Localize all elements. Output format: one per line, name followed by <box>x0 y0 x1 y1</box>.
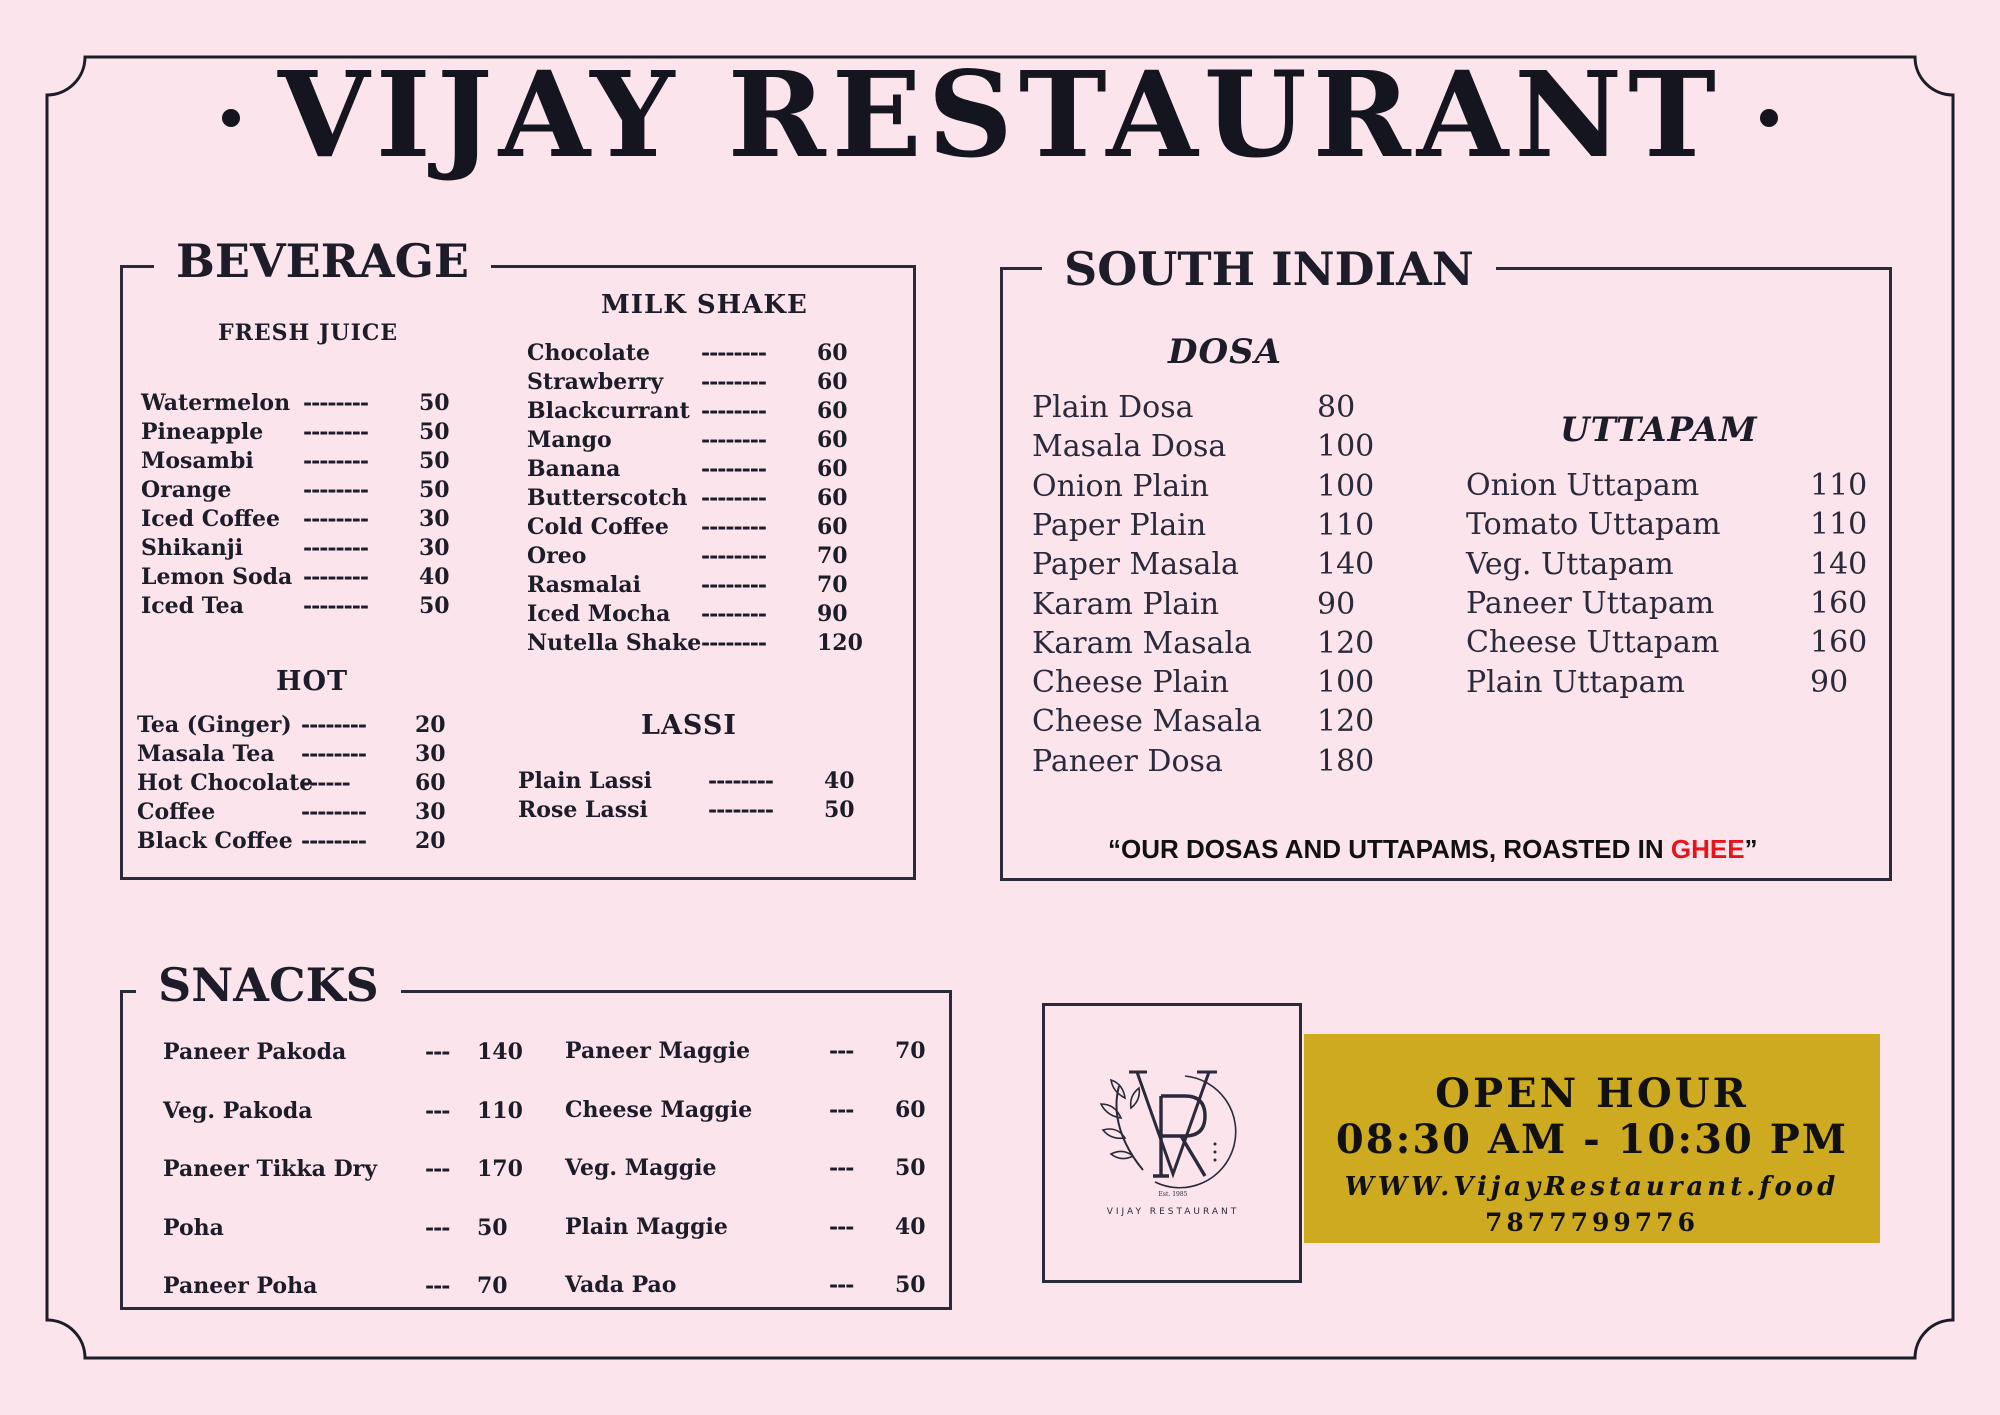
item-price: 60 <box>817 456 848 482</box>
item-name: Karam Masala <box>1032 625 1252 661</box>
leader-dashes: --- <box>425 1039 450 1065</box>
open-hours-panel <box>1304 1034 1880 1243</box>
item-name: Oreo <box>527 543 587 569</box>
item-name: Paneer Dosa <box>1032 743 1223 779</box>
item-price: 60 <box>415 770 446 796</box>
item-price: 110 <box>1317 507 1375 543</box>
leader-dashes: --- <box>425 1156 450 1182</box>
item-name: Rasmalai <box>527 572 641 598</box>
leader-dashes: -------- <box>303 390 369 416</box>
leader-dashes: -------- <box>303 564 369 590</box>
item-price: 50 <box>419 419 450 445</box>
item-name: Plain Maggie <box>565 1213 728 1240</box>
item-name: Paneer Maggie <box>565 1038 751 1064</box>
item-price: 20 <box>415 712 446 738</box>
leader-dashes: --- <box>829 1272 854 1298</box>
item-price: 160 <box>1810 625 1868 661</box>
item-name: Mango <box>527 427 612 453</box>
leader-dashes: ------ <box>301 770 350 796</box>
item-price: 120 <box>817 630 863 656</box>
item-price: 60 <box>817 398 848 424</box>
item-name: Paper Masala <box>1032 547 1239 583</box>
item-name: Shikanji <box>141 535 244 561</box>
item-name: Plain Lassi <box>518 768 653 794</box>
leader-dashes: -------- <box>303 477 369 503</box>
item-name: Paneer Tikka Dry <box>163 1156 378 1182</box>
opening-hours: 08:30 AM - 10:30 PM <box>1335 1116 1849 1163</box>
item-name: Masala Dosa <box>1032 429 1227 465</box>
item-price: 70 <box>477 1273 508 1299</box>
item-price: 90 <box>817 601 848 627</box>
item-name: Veg. Maggie <box>565 1155 717 1181</box>
leader-dashes: -------- <box>301 799 367 825</box>
item-name: Pineapple <box>141 419 264 445</box>
item-price: 90 <box>1317 586 1356 622</box>
item-name: Strawberry <box>527 369 664 395</box>
leader-dashes: -------- <box>701 485 767 511</box>
item-name: Iced Tea <box>141 593 244 619</box>
item-name: Mosambi <box>141 448 254 474</box>
item-price: 30 <box>415 741 446 767</box>
leader-dashes: -------- <box>701 514 767 540</box>
uttapam-heading: UTTAPAM <box>1560 410 1758 450</box>
item-price: 80 <box>1317 390 1356 425</box>
item-name: Karam Plain <box>1032 586 1220 622</box>
item-price: 100 <box>1317 665 1375 701</box>
leader-dashes: -------- <box>701 369 767 395</box>
snacks-heading: SNACKS <box>136 956 401 1022</box>
item-name: Banana <box>527 456 621 482</box>
leader-dashes: -------- <box>303 593 369 619</box>
item-name: Onion Uttapam <box>1466 468 1700 503</box>
item-name: Plain Dosa <box>1032 390 1194 425</box>
logo-est-text: Est. 1985 <box>1158 1191 1188 1198</box>
item-name: Tea (Ginger) <box>137 712 292 738</box>
restaurant-title <box>0 45 2000 184</box>
item-price: 60 <box>817 485 848 511</box>
leader-dashes: -------- <box>303 419 369 445</box>
item-name: Rose Lassi <box>518 797 648 823</box>
leader-dashes: -------- <box>701 601 767 627</box>
item-name: Masala Tea <box>137 741 275 767</box>
leader-dashes: -------- <box>701 398 767 424</box>
item-name: Plain Uttapam <box>1466 664 1685 700</box>
item-name: Paneer Uttapam <box>1466 585 1715 621</box>
title-dot-right <box>1760 109 1778 127</box>
item-price: 100 <box>1317 468 1375 504</box>
item-name: Cheese Uttapam <box>1466 625 1720 661</box>
item-price: 50 <box>419 448 450 474</box>
item-price: 50 <box>419 390 450 416</box>
item-price: 50 <box>477 1214 508 1241</box>
item-price: 30 <box>415 799 446 825</box>
leader-dashes: --- <box>829 1155 854 1181</box>
item-name: Iced Coffee <box>141 506 280 532</box>
item-name: Black Coffee <box>137 828 293 854</box>
leader-dashes: --- <box>425 1097 450 1124</box>
leader-dashes: --- <box>829 1096 854 1123</box>
item-price: 30 <box>419 535 450 561</box>
item-name: Paneer Pakoda <box>163 1039 347 1065</box>
item-name: Tomato Uttapam <box>1466 507 1721 543</box>
item-price: 140 <box>1317 547 1375 583</box>
logo-panel <box>1042 1003 1302 1283</box>
leader-dashes: -------- <box>701 427 767 453</box>
fresh-juice-heading: FRESH JUICE <box>218 320 399 346</box>
leader-dashes: --- <box>829 1038 854 1064</box>
item-name: Cheese Maggie <box>565 1096 753 1123</box>
leader-dashes: -------- <box>701 456 767 482</box>
leader-dashes: --- <box>425 1273 450 1299</box>
logo-caption: VIJAY RESTAURANT <box>1106 1207 1240 1217</box>
item-name: Onion Plain <box>1032 468 1210 504</box>
item-name: Butterscotch <box>527 485 688 511</box>
item-name: Coffee <box>137 799 216 825</box>
leader-dashes: -------- <box>701 543 767 569</box>
milk-shake-heading: MILK SHAKE <box>601 290 808 320</box>
item-name: Lemon Soda <box>141 564 293 590</box>
item-name: Poha <box>163 1214 224 1241</box>
item-price: 50 <box>824 797 855 823</box>
leader-dashes: -------- <box>701 572 767 598</box>
item-price: 170 <box>477 1156 523 1182</box>
item-price: 140 <box>477 1039 523 1065</box>
item-price: 20 <box>415 828 446 854</box>
item-price: 70 <box>817 572 848 598</box>
item-name: Chocolate <box>527 340 651 366</box>
item-price: 160 <box>1810 585 1868 621</box>
item-price: 120 <box>1317 704 1375 740</box>
hot-heading: HOT <box>276 666 349 697</box>
item-price: 60 <box>817 427 848 453</box>
item-price: 60 <box>895 1096 926 1123</box>
item-price: 50 <box>895 1155 926 1181</box>
beverage-heading: BEVERAGE <box>154 234 491 298</box>
item-price: 110 <box>477 1097 523 1124</box>
leader-dashes: -------- <box>301 741 367 767</box>
item-price: 50 <box>419 593 450 619</box>
leader-dashes: -------- <box>708 768 774 794</box>
leader-dashes: --- <box>425 1214 450 1241</box>
leader-dashes: -------- <box>701 630 767 656</box>
item-price: 180 <box>1317 743 1375 779</box>
item-price: 110 <box>1810 468 1868 503</box>
title-text: VIJAY RESTAURANT <box>278 45 1722 184</box>
item-name: Nutella Shake <box>527 630 702 656</box>
item-name: Blackcurrant <box>527 398 690 424</box>
snacks-section <box>120 990 952 1310</box>
leader-dashes: -------- <box>303 506 369 532</box>
item-name: Cheese Masala <box>1032 704 1262 740</box>
item-name: Veg. Uttapam <box>1466 546 1674 582</box>
leader-dashes: -------- <box>708 797 774 823</box>
item-price: 100 <box>1317 429 1375 465</box>
vr-monogram-logo <box>1045 1006 1299 1280</box>
open-hour-heading: OPEN HOUR <box>1435 1070 1749 1117</box>
ghee-note-text: “OUR DOSAS AND UTTAPAMS, ROASTED IN <box>1108 834 1671 864</box>
website-link[interactable]: WWW.VijayRestaurant.food <box>1344 1172 1840 1202</box>
dosa-heading: DOSA <box>1168 332 1283 372</box>
item-price: 40 <box>824 768 855 794</box>
item-price: 90 <box>1810 664 1849 700</box>
item-price: 40 <box>419 564 450 590</box>
ghee-note-close-quote: ” <box>1744 834 1758 864</box>
leader-dashes: -------- <box>303 448 369 474</box>
item-price: 140 <box>1810 546 1868 582</box>
item-price: 30 <box>419 506 450 532</box>
leader-dashes: -------- <box>301 828 367 854</box>
item-price: 40 <box>895 1213 926 1240</box>
item-price: 60 <box>817 340 848 366</box>
item-name: Paper Plain <box>1032 507 1207 543</box>
item-name: Cold Coffee <box>527 514 669 540</box>
item-price: 70 <box>817 543 848 569</box>
item-price: 50 <box>895 1272 926 1298</box>
lassi-heading: LASSI <box>641 710 737 741</box>
leader-dashes: -------- <box>301 712 367 738</box>
item-name: Iced Mocha <box>527 601 671 627</box>
item-price: 60 <box>817 369 848 395</box>
ghee-note-highlight: GHEE <box>1670 834 1745 864</box>
leader-dashes: -------- <box>303 535 369 561</box>
item-name: Hot Chocolate <box>137 770 314 796</box>
item-name: Watermelon <box>141 390 291 416</box>
item-name: Orange <box>141 477 232 503</box>
title-dot-left <box>222 109 240 127</box>
item-price: 50 <box>419 477 450 503</box>
item-name: Vada Pao <box>565 1272 677 1298</box>
south-indian-heading: SOUTH INDIAN <box>1042 238 1496 312</box>
item-price: 110 <box>1810 507 1868 543</box>
item-name: Paneer Poha <box>163 1273 318 1299</box>
item-price: 60 <box>817 514 848 540</box>
leader-dashes: -------- <box>701 340 767 366</box>
ghee-note <box>1108 834 1758 865</box>
item-price: 70 <box>895 1038 926 1064</box>
item-name: Cheese Plain <box>1032 665 1230 701</box>
item-name: Veg. Pakoda <box>163 1097 313 1124</box>
item-price: 120 <box>1317 625 1375 661</box>
leader-dashes: --- <box>829 1213 854 1240</box>
phone-number[interactable]: 7877799776 <box>1485 1208 1699 1237</box>
